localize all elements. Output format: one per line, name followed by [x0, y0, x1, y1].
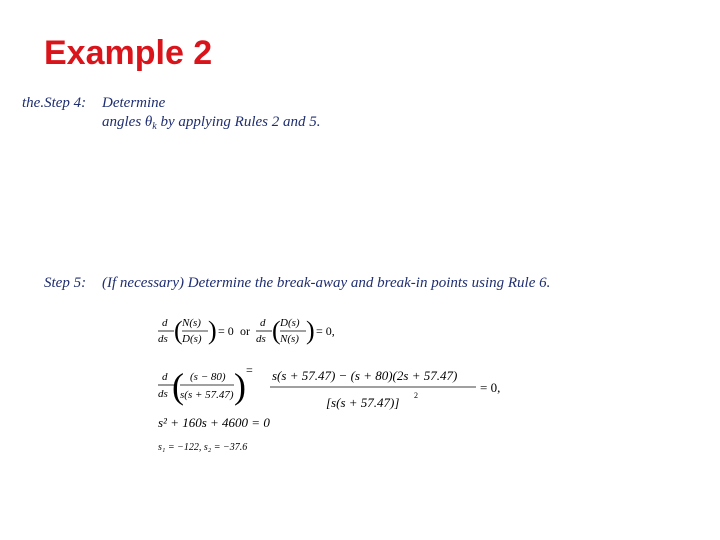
- step4-line2: [102, 114, 320, 132]
- eq2-lparen: (: [172, 366, 184, 406]
- eq1-D2: D(s): [280, 317, 300, 329]
- eq1-ds2: ds: [256, 333, 266, 345]
- eq1-lparen: (: [174, 316, 183, 345]
- equation-4: s₁ = −122, s₂ = −37.6: [158, 442, 248, 453]
- step4-line2-prefix: angles: [102, 114, 145, 130]
- eq1-N: N(s): [182, 317, 201, 329]
- eq1-rparen2: ): [306, 316, 315, 345]
- step4-line1: Determine: [102, 95, 166, 111]
- equation-1: [158, 316, 335, 345]
- theta-symbol: θ: [144, 114, 153, 130]
- eq2-ds: ds: [158, 388, 168, 400]
- slide-title: Example 2: [44, 34, 213, 72]
- eq2-d: d: [162, 371, 168, 383]
- eq2-rparen: ): [234, 366, 246, 406]
- eq1-rparen: ): [208, 316, 217, 345]
- eq2-denominator: [s(s + 57.47)]: [326, 395, 400, 410]
- equation-block: [150, 312, 530, 462]
- step4-line2-suffix: by applying Rules 2 and 5.: [156, 114, 321, 130]
- theta-subscript: k: [152, 121, 157, 132]
- eq1-d: d: [162, 317, 168, 329]
- eq1-N2: N(s): [280, 333, 299, 345]
- eq1-lparen2: (: [272, 316, 281, 345]
- eq2-num: (s − 80): [190, 371, 226, 383]
- eq1-tail: = 0,: [316, 324, 335, 338]
- eq2-den: s(s + 57.47): [180, 389, 234, 401]
- equation-3: s² + 160s + 4600 = 0: [158, 415, 270, 430]
- eq1-d2: d: [260, 317, 266, 329]
- eq1-ds: ds: [158, 333, 168, 345]
- eq2-eq-sign: =: [246, 363, 253, 377]
- step5-text: (If necessary) Determine the break-away and break-in points using Rule 6.: [102, 275, 551, 291]
- eq1-D: D(s): [182, 333, 202, 345]
- equation-2: [158, 363, 500, 410]
- eq1-eq: = 0: [218, 324, 234, 338]
- step5-label: Step 5:: [44, 275, 87, 291]
- eq2-sq: 2: [414, 391, 418, 400]
- eq1-or: or: [240, 324, 250, 338]
- eq2-tail: = 0,: [480, 380, 501, 395]
- eq2-numerator: s(s + 57.47) − (s + 80)(2s + 57.47): [272, 368, 458, 383]
- step4-label: the.Step 4:: [22, 95, 87, 111]
